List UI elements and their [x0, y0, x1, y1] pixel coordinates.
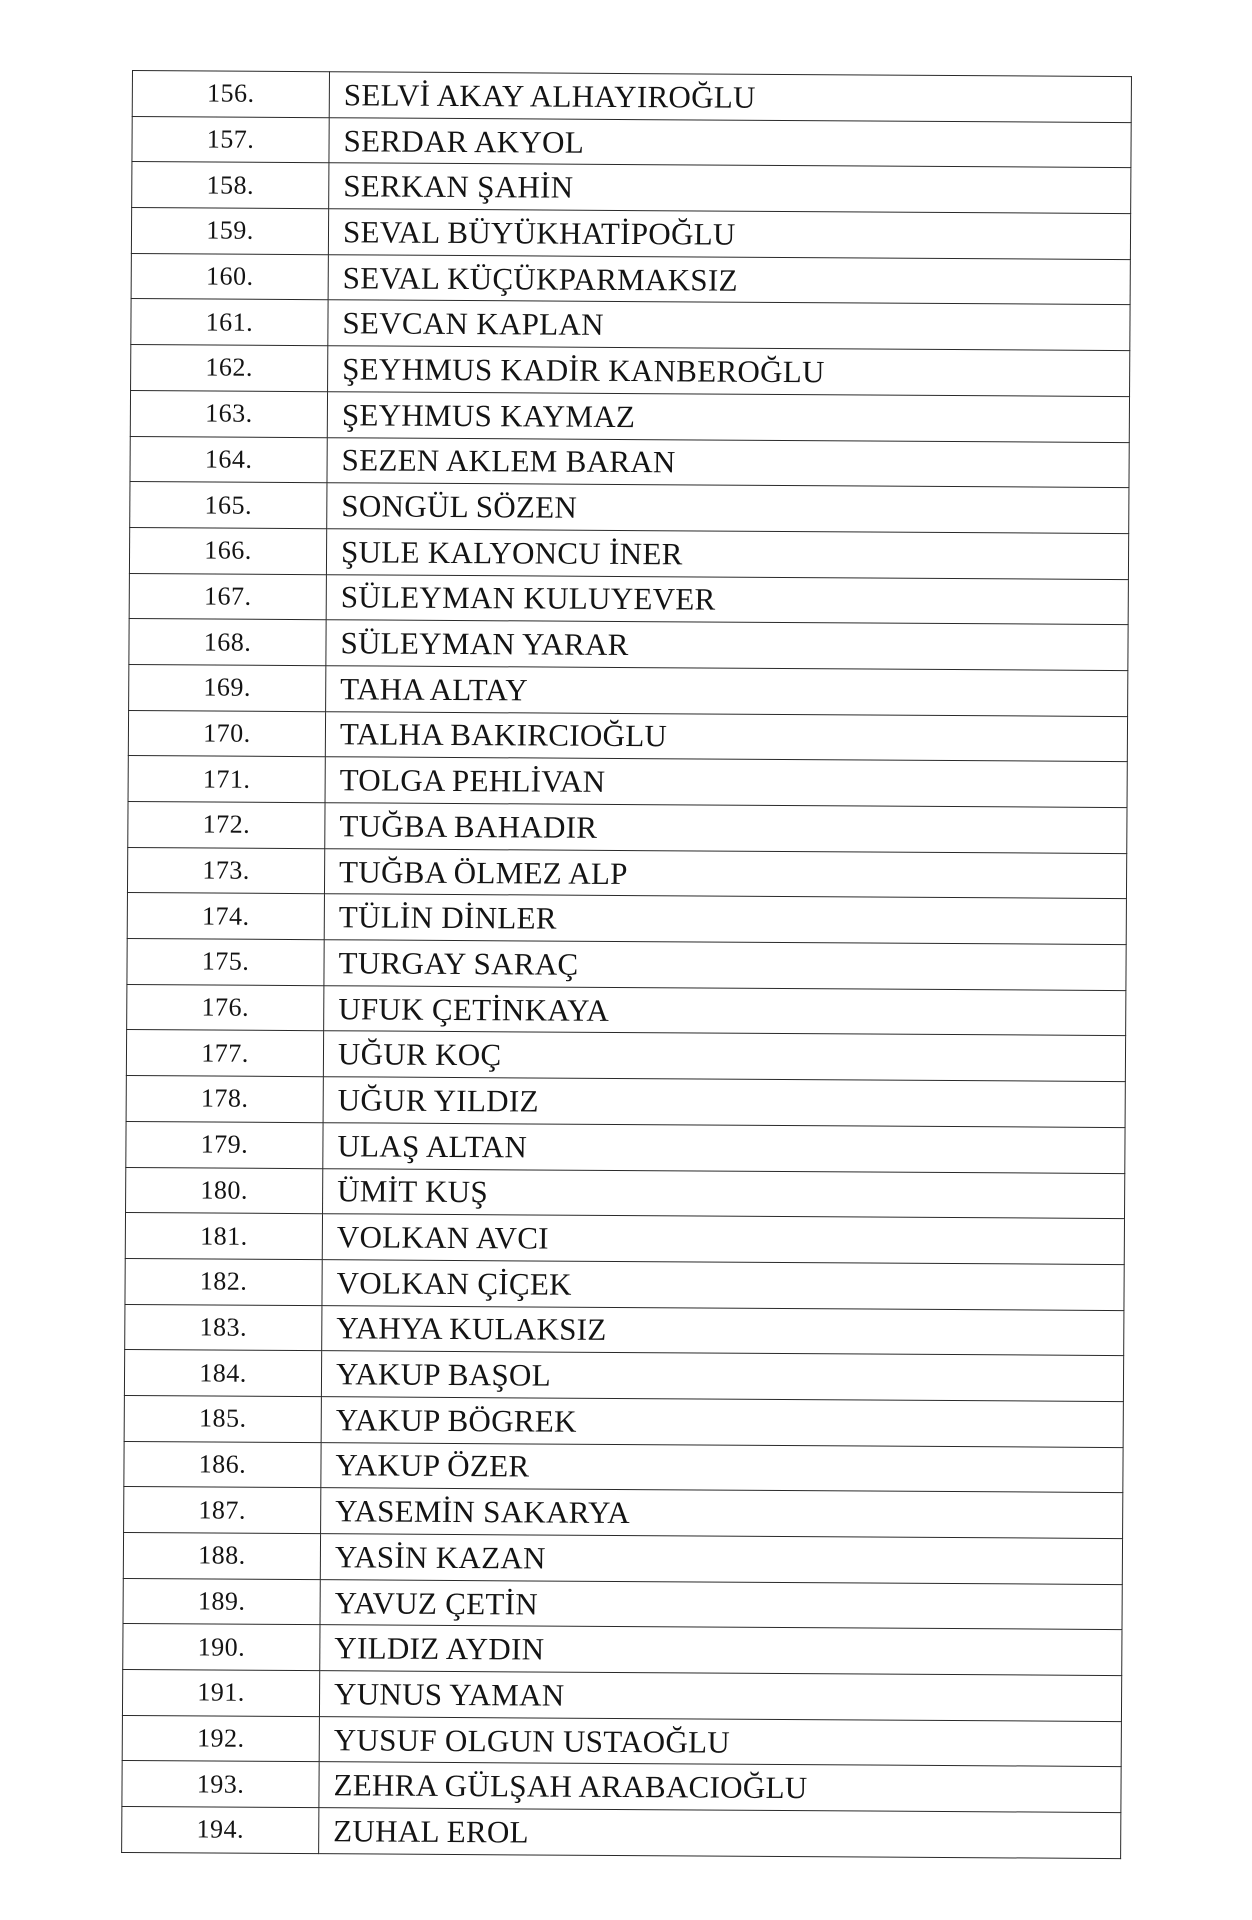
row-number: 188. — [123, 1532, 320, 1579]
person-name: TÜLİN DİNLER — [324, 894, 1126, 945]
table-row — [130, 390, 1129, 442]
table-row — [132, 71, 1131, 123]
table-row — [130, 436, 1129, 488]
table-row — [123, 1532, 1122, 1584]
row-number: 184. — [124, 1350, 321, 1397]
person-name: VOLKAN AVCI — [322, 1214, 1124, 1265]
table-row — [129, 527, 1128, 579]
row-number: 171. — [128, 756, 325, 803]
person-name: SEVCAN KAPLAN — [328, 300, 1130, 351]
table-row — [128, 801, 1127, 853]
row-number: 187. — [124, 1487, 321, 1534]
person-name: UFUK ÇETİNKAYA — [324, 985, 1126, 1036]
names-table — [121, 70, 1132, 1859]
table-row — [132, 116, 1131, 168]
names-table-body — [122, 71, 1132, 1859]
table-row — [124, 1441, 1123, 1493]
row-number: 190. — [123, 1624, 320, 1671]
person-name: YUNUS YAMAN — [319, 1671, 1121, 1722]
table-row — [122, 1807, 1121, 1859]
row-number: 185. — [124, 1395, 321, 1442]
person-name: YAKUP ÖZER — [321, 1442, 1123, 1493]
row-number: 160. — [131, 253, 328, 300]
row-number: 186. — [124, 1441, 321, 1488]
table-row — [122, 1761, 1121, 1813]
row-number: 181. — [125, 1213, 322, 1260]
table-row — [129, 664, 1128, 716]
row-number: 167. — [129, 573, 326, 620]
row-number: 166. — [129, 527, 326, 574]
row-number: 162. — [131, 345, 328, 392]
table-row — [128, 756, 1127, 808]
row-number: 180. — [126, 1167, 323, 1214]
table-row — [127, 847, 1126, 899]
person-name: SERKAN ŞAHİN — [329, 163, 1131, 214]
table-row — [125, 1213, 1124, 1265]
table-row — [129, 619, 1128, 671]
table-row — [122, 1670, 1121, 1722]
row-number: 177. — [126, 1030, 323, 1077]
row-number: 194. — [122, 1807, 319, 1854]
person-name: TUĞBA ÖLMEZ ALP — [324, 848, 1126, 899]
row-number: 168. — [129, 619, 326, 666]
row-number: 169. — [129, 664, 326, 711]
person-name: SÜLEYMAN KULUYEVER — [326, 574, 1128, 625]
person-name: YUSUF OLGUN USTAOĞLU — [319, 1716, 1121, 1767]
table-row — [129, 573, 1128, 625]
row-number: 182. — [125, 1258, 322, 1305]
table-row — [132, 162, 1131, 214]
row-number: 183. — [125, 1304, 322, 1351]
person-name: YAKUP BAŞOL — [321, 1351, 1123, 1402]
table-row — [127, 984, 1126, 1036]
person-name: SEVAL KÜÇÜKPARMAKSIZ — [328, 254, 1130, 305]
row-number: 175. — [127, 939, 324, 986]
row-number: 164. — [130, 436, 327, 483]
row-number: 170. — [128, 710, 325, 757]
person-name: SELVİ AKAY ALHAYIROĞLU — [329, 72, 1131, 123]
row-number: 173. — [127, 847, 324, 894]
table-row — [126, 1121, 1125, 1173]
person-name: SEZEN AKLEM BARAN — [327, 437, 1129, 488]
person-name: TUĞBA BAHADIR — [325, 803, 1127, 854]
person-name: ŞEYHMUS KADİR KANBEROĞLU — [328, 346, 1130, 397]
table-row — [131, 253, 1130, 305]
row-number: 174. — [127, 893, 324, 940]
person-name: TOLGA PEHLİVAN — [325, 757, 1127, 808]
person-name: VOLKAN ÇİÇEK — [322, 1260, 1124, 1311]
person-name: SÜLEYMAN YARAR — [326, 620, 1128, 671]
table-row — [124, 1487, 1123, 1539]
person-name: ULAŞ ALTAN — [323, 1122, 1125, 1173]
row-number: 193. — [122, 1761, 319, 1808]
table-row — [123, 1624, 1122, 1676]
table-row — [127, 939, 1126, 991]
table-row — [122, 1715, 1121, 1767]
row-number: 179. — [126, 1121, 323, 1168]
table-row — [125, 1304, 1124, 1356]
person-name: SERDAR AKYOL — [329, 117, 1131, 168]
row-number: 158. — [132, 162, 329, 209]
person-name: YAKUP BÖGREK — [321, 1397, 1123, 1448]
row-number: 156. — [132, 71, 329, 118]
person-name: ZEHRA GÜLŞAH ARABACIOĞLU — [319, 1762, 1121, 1813]
row-number: 191. — [122, 1670, 319, 1717]
table-row — [131, 345, 1130, 397]
row-number: 178. — [126, 1076, 323, 1123]
table-row — [124, 1350, 1123, 1402]
table-row — [130, 482, 1129, 534]
person-name: SEVAL BÜYÜKHATİPOĞLU — [328, 209, 1130, 260]
person-name: YASİN KAZAN — [320, 1534, 1122, 1585]
person-name: TALHA BAKIRCIOĞLU — [325, 711, 1127, 762]
table-row — [123, 1578, 1122, 1630]
row-number: 163. — [130, 390, 327, 437]
person-name: YAVUZ ÇETİN — [320, 1579, 1122, 1630]
table-row — [125, 1258, 1124, 1310]
table-row — [128, 710, 1127, 762]
person-name: YAHYA KULAKSIZ — [322, 1305, 1124, 1356]
person-name: ZUHAL EROL — [319, 1808, 1121, 1859]
person-name: ŞEYHMUS KAYMAZ — [327, 392, 1129, 443]
row-number: 159. — [131, 208, 328, 255]
person-name: YILDIZ AYDIN — [320, 1625, 1122, 1676]
table-row — [126, 1167, 1125, 1219]
person-name: ÜMİT KUŞ — [323, 1168, 1125, 1219]
table-row — [131, 208, 1130, 260]
person-name: TURGAY SARAÇ — [324, 940, 1126, 991]
table-row — [126, 1076, 1125, 1128]
table-row — [131, 299, 1130, 351]
row-number: 176. — [127, 984, 324, 1031]
person-name: YASEMİN SAKARYA — [321, 1488, 1123, 1539]
person-name: UĞUR YILDIZ — [323, 1077, 1125, 1128]
row-number: 165. — [130, 482, 327, 529]
row-number: 172. — [128, 801, 325, 848]
table-row — [127, 893, 1126, 945]
person-name: ŞULE KALYONCU İNER — [326, 529, 1128, 580]
row-number: 161. — [131, 299, 328, 346]
row-number: 192. — [122, 1715, 319, 1762]
table-row — [124, 1395, 1123, 1447]
person-name: SONGÜL SÖZEN — [327, 483, 1129, 534]
row-number: 157. — [132, 116, 329, 163]
person-name: TAHA ALTAY — [326, 666, 1128, 717]
person-name: UĞUR KOÇ — [323, 1031, 1125, 1082]
table-row — [126, 1030, 1125, 1082]
row-number: 189. — [123, 1578, 320, 1625]
